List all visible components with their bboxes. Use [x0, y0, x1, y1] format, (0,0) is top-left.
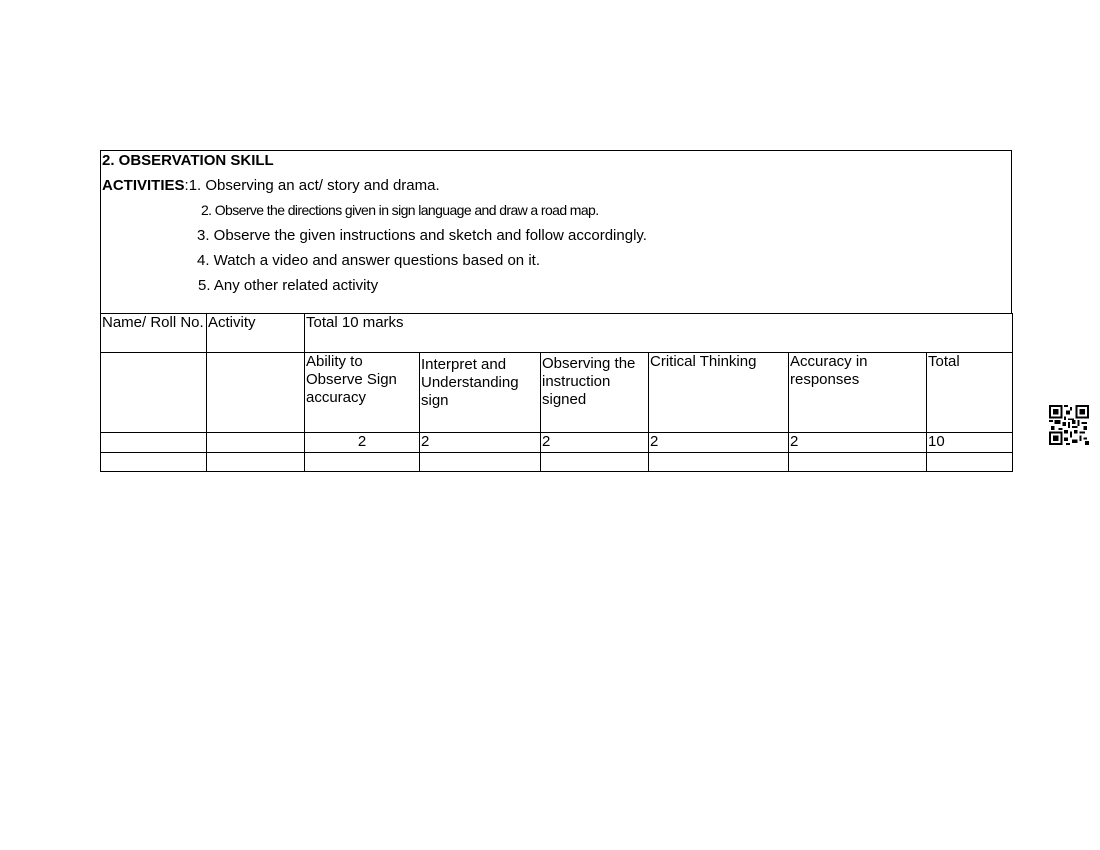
criterion-ability: Ability to Observe Sign accuracy	[305, 353, 420, 433]
criterion-critical-thinking: Critical Thinking	[649, 353, 789, 433]
total-marks-header: Total 10 marks	[305, 314, 1013, 353]
activity-item-1: 1. Observing an act/ story and drama.	[188, 177, 440, 194]
table-cell[interactable]	[207, 453, 305, 472]
criteria-row	[101, 353, 1013, 433]
activity-item-2: 2. Observe the directions given in sign language and draw a road map.	[201, 202, 599, 218]
table-cell[interactable]	[101, 353, 207, 433]
col-activity-header: Activity	[207, 314, 305, 353]
table-cell[interactable]	[927, 453, 1013, 472]
mark-interpret: 2	[420, 433, 541, 453]
section-title: 2. OBSERVATION SKILL	[102, 152, 274, 169]
col-name-header: Name/ Roll No.	[101, 314, 207, 353]
qr-code-icon	[1049, 405, 1089, 445]
marks-row	[101, 433, 1013, 453]
criterion-observing: Observing the instruction signed	[541, 353, 649, 433]
observation-skill-sheet	[100, 150, 1012, 472]
activity-item-4: 4. Watch a video and answer questions based on it.	[197, 252, 540, 269]
table-cell[interactable]	[101, 433, 207, 453]
criterion-accuracy: Accuracy in responses	[789, 353, 927, 433]
mark-accuracy: 2	[789, 433, 927, 453]
table-cell[interactable]	[207, 353, 305, 433]
mark-observing: 2	[541, 433, 649, 453]
table-cell[interactable]	[649, 453, 789, 472]
criterion-interpret: Interpret and Understanding sign	[420, 353, 541, 433]
table-cell[interactable]	[420, 453, 541, 472]
table-header-row	[101, 314, 1013, 353]
marks-table	[100, 313, 1013, 472]
criterion-total: Total	[927, 353, 1013, 433]
mark-total: 10	[927, 433, 1013, 453]
mark-critical-thinking: 2	[649, 433, 789, 453]
section-header	[100, 150, 1012, 313]
mark-ability: 2	[305, 433, 420, 453]
table-cell[interactable]	[541, 453, 649, 472]
activity-item-3: 3. Observe the given instructions and sketch and follow accordingly.	[197, 227, 647, 244]
activities-line-1: ACTIVITIES:1. Observing an act/ story and drama.	[102, 177, 440, 194]
table-cell[interactable]	[789, 453, 927, 472]
activity-item-5: 5. Any other related activity	[198, 277, 379, 294]
table-row	[101, 453, 1013, 472]
table-cell[interactable]	[305, 453, 420, 472]
table-cell[interactable]	[207, 433, 305, 453]
activities-label: ACTIVITIES	[102, 177, 185, 194]
table-cell[interactable]	[101, 453, 207, 472]
